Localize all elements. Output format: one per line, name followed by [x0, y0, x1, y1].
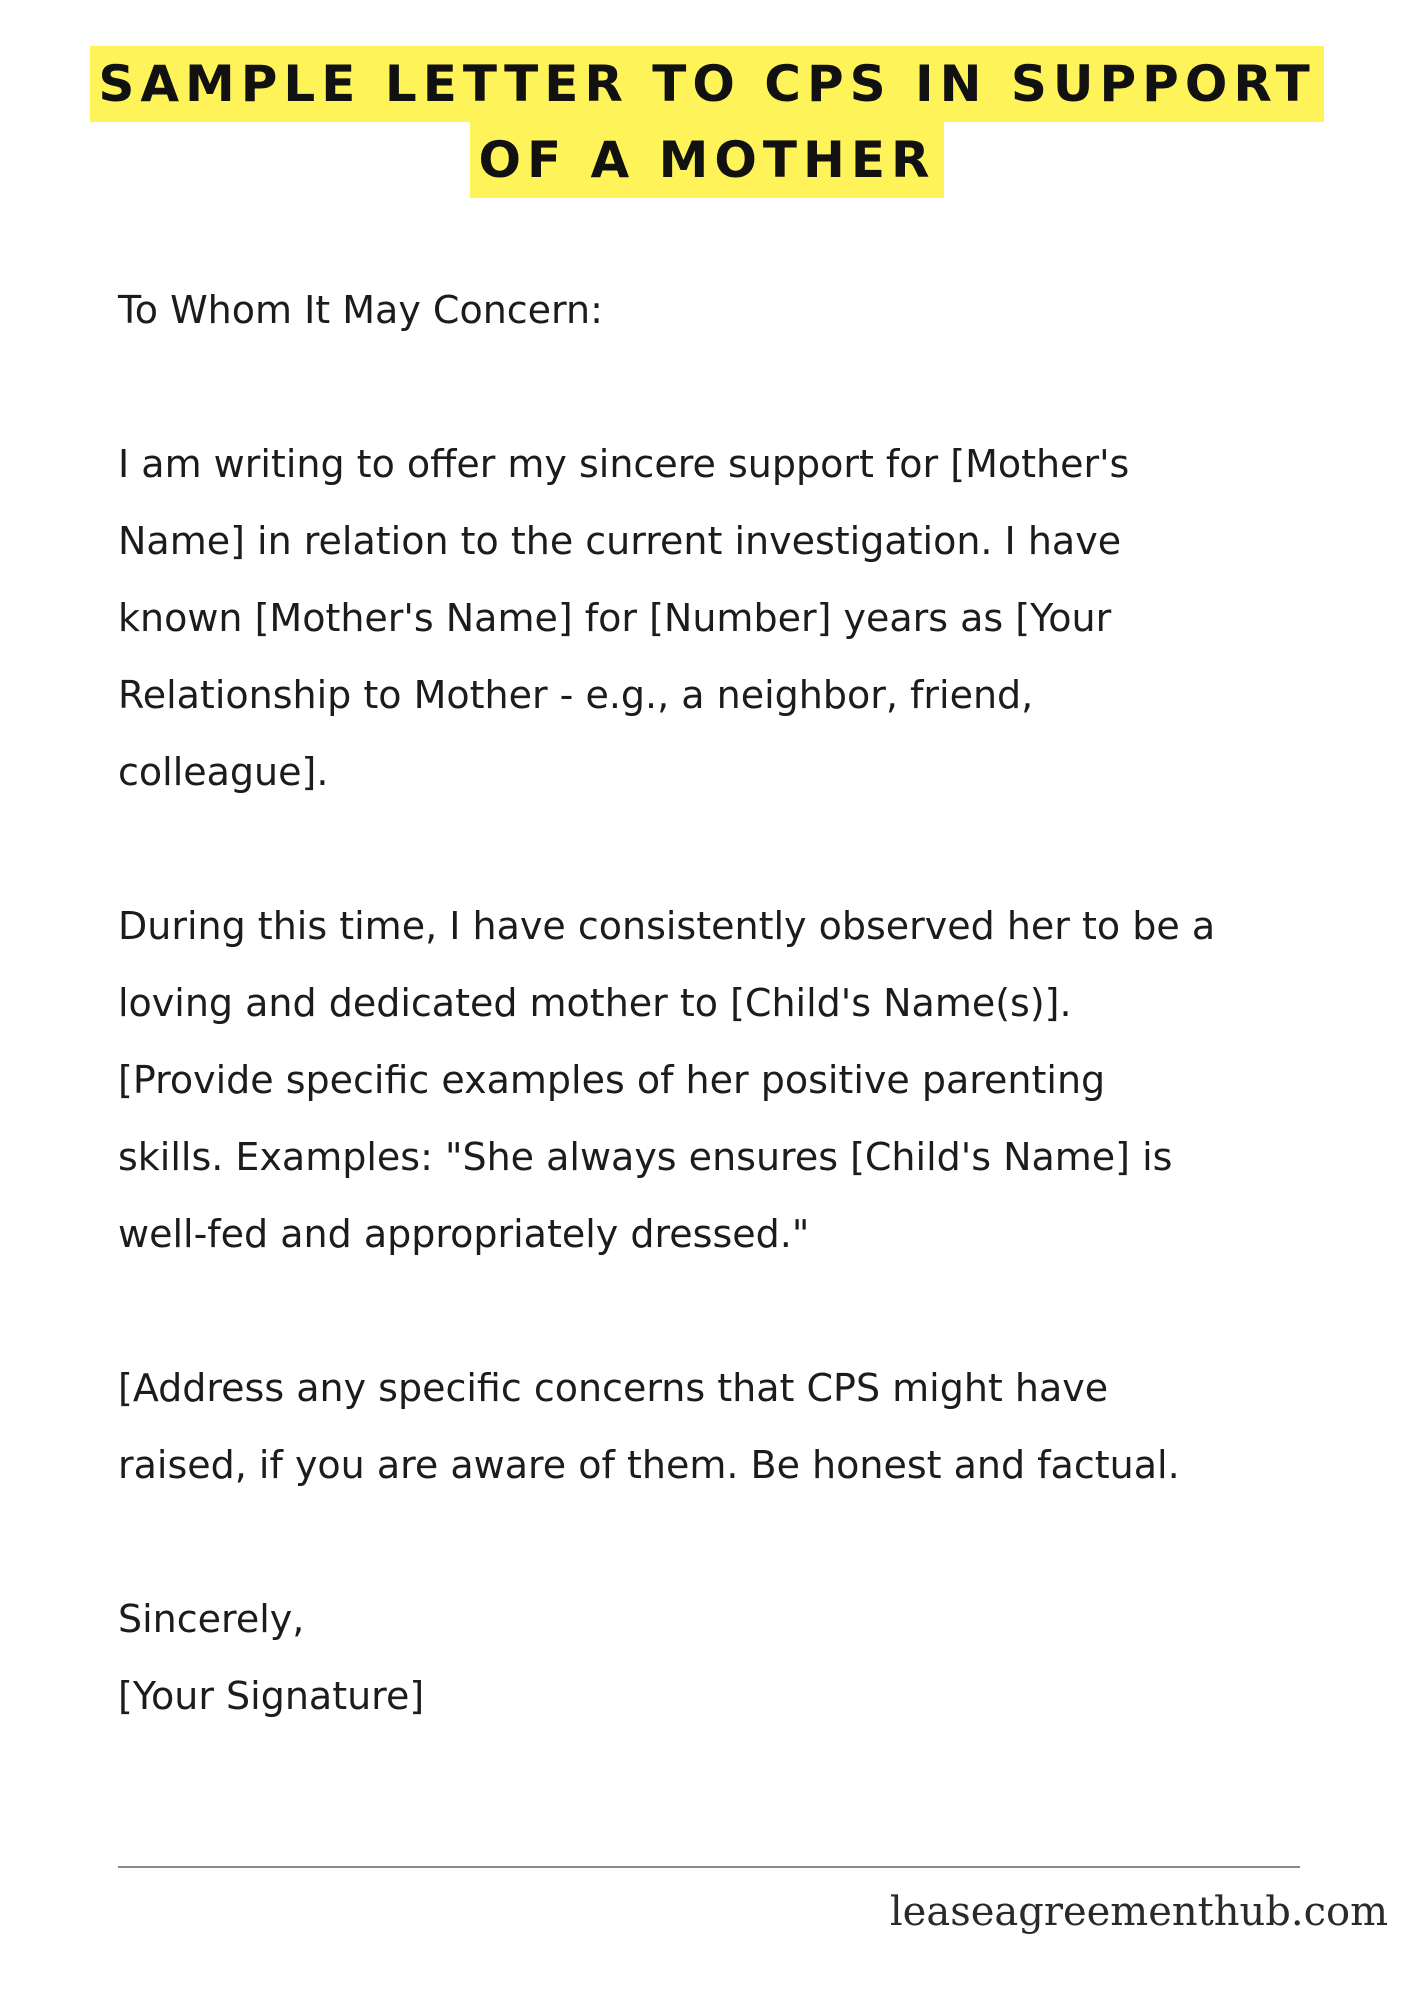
title-line-1: SAMPLE LETTER TO CPS IN SUPPORT	[90, 46, 1323, 122]
paragraph-2-line: loving and dedicated mother to [Child's Name(s)].	[118, 981, 1072, 1025]
closing: Sincerely,	[118, 1597, 305, 1641]
paragraph-1	[118, 426, 1348, 811]
paragraph-3	[118, 1350, 1348, 1504]
paragraph-2-line: skills. Examples: "She always ensures [Child's Name] is	[118, 1135, 1173, 1179]
page-title	[0, 46, 1414, 198]
paragraph-3-line: raised, if you are aware of them. Be honest and factual.	[118, 1443, 1180, 1487]
paragraph-1-line: known [Mother's Name] for [Number] years as [Your	[118, 596, 1112, 640]
paragraph-1-line: colleague].	[118, 750, 329, 794]
paragraph-1-line: Relationship to Mother - e.g., a neighbor, friend,	[118, 673, 1034, 717]
letter-body	[118, 272, 1348, 1735]
paragraph-2-line: During this time, I have consistently observed her to be a	[118, 904, 1216, 948]
salutation: To Whom It May Concern:	[118, 288, 603, 332]
footer-site-name: leaseagreementhub.com	[889, 1889, 1388, 1935]
paragraph-3-line: [Address any specific concerns that CPS might have	[118, 1366, 1109, 1410]
paragraph-2	[118, 888, 1348, 1273]
paragraph-1-line: Name] in relation to the current investigation. I have	[118, 519, 1122, 563]
paragraph-2-line: well-fed and appropriately dressed."	[118, 1212, 810, 1256]
signature-placeholder: [Your Signature]	[118, 1674, 425, 1718]
paragraph-1-line: I am writing to offer my sincere support for [Mother's	[118, 442, 1130, 486]
title-line-2: OF A MOTHER	[470, 122, 943, 198]
paragraph-2-line: [Provide specific examples of her positive parenting	[118, 1058, 1106, 1102]
footer-divider	[118, 1866, 1300, 1868]
